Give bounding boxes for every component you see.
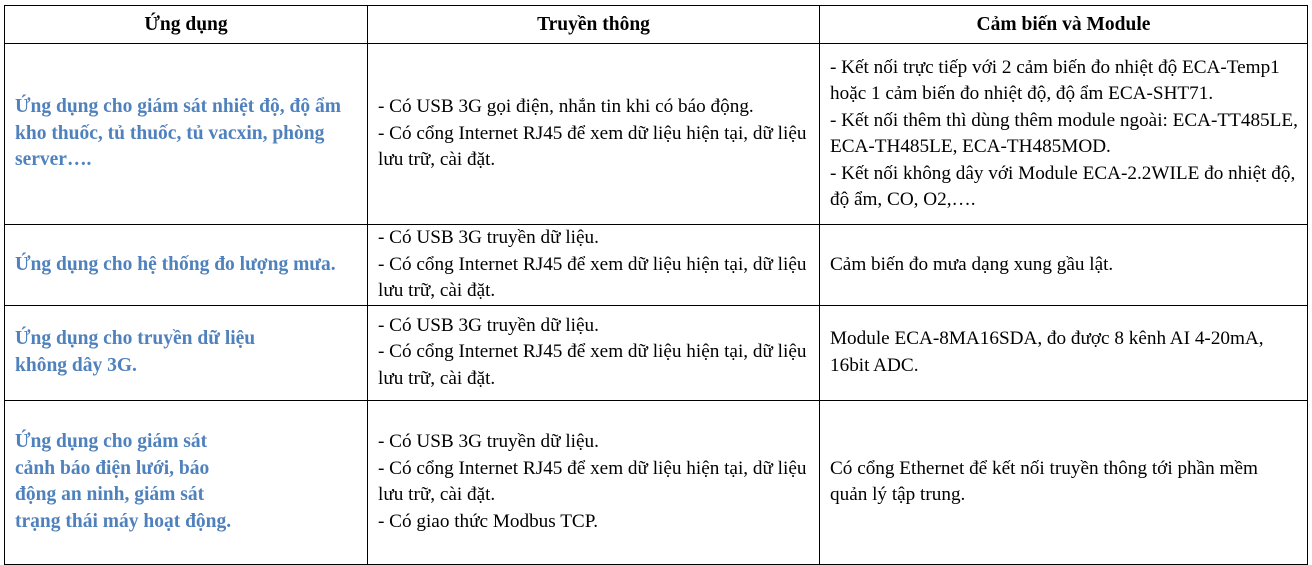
communication-cell: - Có USB 3G gọi điện, nhắn tin khi có báo động. - Có cổng Internet RJ45 để xem dữ liệu hiện tại, dữ liệu lưu trữ, cài đặt.	[368, 44, 820, 225]
sensor-cell: Cảm biến đo mưa dạng xung gầu lật.	[820, 225, 1308, 306]
header-application: Ứng dụng	[5, 6, 368, 44]
table-row	[5, 400, 1308, 564]
header-row	[5, 6, 1308, 44]
header-communication: Truyền thông	[368, 6, 820, 44]
application-cell: Ứng dụng cho giám sát cảnh báo điện lưới, báo động an ninh, giám sát trạng thái máy hoạt động.	[5, 400, 368, 564]
header-sensor-module: Cảm biến và Module	[820, 6, 1308, 44]
communication-cell: - Có USB 3G truyền dữ liệu. - Có cổng Internet RJ45 để xem dữ liệu hiện tại, dữ liệu lưu trữ, cài đặt.	[368, 305, 820, 400]
sensor-cell: Module ECA-8MA16SDA, đo được 8 kênh AI 4-20mA, 16bit ADC.	[820, 305, 1308, 400]
table-row	[5, 305, 1308, 400]
communication-cell: - Có USB 3G truyền dữ liệu. - Có cổng Internet RJ45 để xem dữ liệu hiện tại, dữ liệu lưu trữ, cài đặt.	[368, 225, 820, 306]
application-cell: Ứng dụng cho truyền dữ liệu không dây 3G.	[5, 305, 368, 400]
sensor-cell: - Kết nối trực tiếp với 2 cảm biến đo nhiệt độ ECA-Temp1 hoặc 1 cảm biến đo nhiệt độ, độ ẩm ECA-SHT71. - Kết nối thêm thì dùng thêm module ngoài: ECA-TT485LE, ECA-TH485LE, ECA-TH485MOD. - Kết nối không dây với Module ECA-2.2WILE đo nhiệt độ, độ ẩm, CO, O2,….	[820, 44, 1308, 225]
table-row	[5, 44, 1308, 225]
application-table	[4, 5, 1308, 565]
sensor-cell: Có cổng Ethernet để kết nối truyền thông tới phần mềm quản lý tập trung.	[820, 400, 1308, 564]
application-cell: Ứng dụng cho giám sát nhiệt độ, độ ẩm kho thuốc, tủ thuốc, tủ vacxin, phòng server….	[5, 44, 368, 225]
communication-cell: - Có USB 3G truyền dữ liệu. - Có cổng Internet RJ45 để xem dữ liệu hiện tại, dữ liệu lưu trữ, cài đặt. - Có giao thức Modbus TCP.	[368, 400, 820, 564]
application-cell: Ứng dụng cho hệ thống đo lượng mưa.	[5, 225, 368, 306]
table-row	[5, 225, 1308, 306]
